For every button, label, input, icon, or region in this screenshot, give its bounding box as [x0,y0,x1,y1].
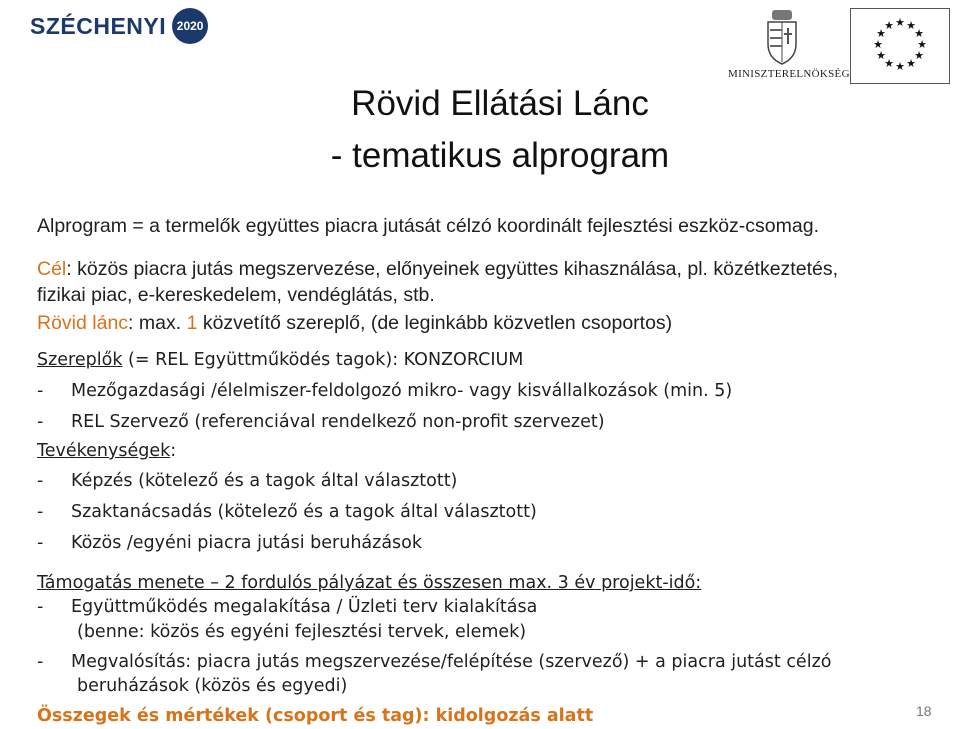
list-item-text: Megvalósítás: piacra jutás megszervezése/felépítése (szervező) + a piacra jutást célzó [71,652,832,672]
list-dash: - [37,533,44,553]
list-item [37,409,605,435]
hungarian-coat-of-arms-icon [758,8,806,66]
body-line-tamogatas-menete: Támogatás menete – 2 fordulós pályázat és összesen max. 3 év projekt-idő: [37,573,702,593]
list-dash: - [37,597,44,617]
body-line-cel-cont: fizikai piac, e-kereskedelem, vendéglátás, stb. [37,284,435,306]
svg-text:★: ★ [914,49,924,62]
list-item-text: Képzés (kötelező és a tagok által választott) [71,471,458,491]
tevekenysegek-colon: : [170,441,177,461]
body-line-cel [37,256,838,282]
list-item-text: Együttműködés megalakítása / Üzleti terv kialakítása [71,597,538,617]
svg-text:★: ★ [884,19,894,32]
list-item-continuation: (benne: közös és egyéni fejlesztési tervek, elemek) [77,622,527,642]
tevekenysegek-label: Tevékenységek [37,441,171,461]
szechenyi-logo-text: SZÉCHENYI [30,12,167,39]
rovid-lanc-number: 1 [186,312,198,334]
slide-title-line-1: Rövid Ellátási Lánc [351,84,649,123]
szechenyi-2020-logo [30,8,208,44]
list-item [37,378,732,404]
list-item [37,594,537,620]
body-line-osszegek: Összegek és mértékek (csoport és tag): kidolgozás alatt [37,706,594,726]
list-dash: - [37,471,44,491]
cel-label: Cél [37,258,67,280]
ministry-label: MINISZTERELNÖKSÉG [728,68,850,80]
svg-text:★: ★ [876,49,886,62]
list-item [37,499,537,525]
body-line-tevekenysegek [37,438,176,464]
szereplok-text: (= REL Együttműködés tagok): KONZORCIUM [122,350,524,370]
szereplok-label: Szereplők [37,350,123,370]
list-item [37,468,457,494]
list-item [37,530,422,556]
list-dash: - [37,412,44,432]
eu-flag-logo [850,8,950,84]
slide-title-line-2: - tematikus alprogram [330,136,670,175]
svg-text:★: ★ [884,57,894,70]
list-item-text: Közös /egyéni piacra jutási beruházások [71,533,423,553]
svg-text:★: ★ [876,27,886,40]
list-item [37,649,831,675]
cel-text: : közös piacra jutás megszervezése, előnyeinek együttes kihasználása, pl. közétkeztetés, [66,258,839,280]
svg-text:★: ★ [906,57,916,70]
list-item-text: Szaktanácsadás (kötelező és a tagok által választott) [71,502,537,522]
svg-text:★: ★ [895,60,905,73]
rovid-lanc-text-b: közvetítő szereplő, (de leginkább közvetlen csoportos) [197,312,673,334]
svg-text:★: ★ [895,16,905,29]
rovid-lanc-label: Rövid lánc [37,312,129,334]
list-dash: - [37,502,44,522]
list-item-continuation: beruházások (közös és egyedi) [77,676,348,696]
list-item-text: Mezőgazdasági /élelmiszer-feldolgozó mikro- vagy kisvállalkozások (min. 5) [71,381,733,401]
list-dash: - [37,652,44,672]
list-dash: - [37,381,44,401]
rovid-lanc-text-a: : max. [128,312,187,334]
page-number: 18 [916,703,932,719]
body-line-szereplok [37,347,523,373]
svg-text:★: ★ [906,19,916,32]
body-line-alprogram: Alprogram = a termelők együttes piacra jutását célzó koordinált fejlesztési eszköz-csomag. [37,215,819,237]
svg-text:★: ★ [873,38,883,51]
szechenyi-logo-badge: 2020 [172,8,208,44]
svg-text:★: ★ [917,38,927,51]
svg-text:★: ★ [914,27,924,40]
list-item-text: REL Szervező (referenciával rendelkező non-profit szervezet) [71,412,605,432]
body-line-rovid-lanc [37,310,672,336]
eu-stars-icon [851,9,949,83]
